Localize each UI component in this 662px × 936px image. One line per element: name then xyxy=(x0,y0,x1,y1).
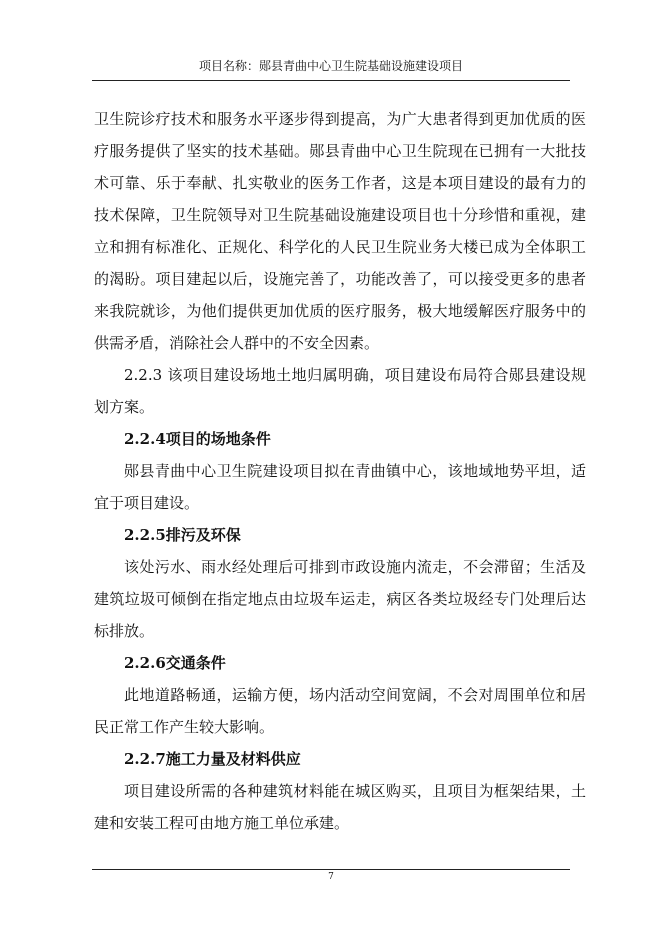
section-2-2-6-heading: 2.2.6交通条件 xyxy=(124,654,226,672)
page-number: 7 xyxy=(328,872,334,882)
section-2-2-5-paragraph: 该处污水、雨水经处理后可排到市政设施内流走，不会滞留；生活及建筑垃圾可倾倒在指定地点由垃圾车运走，病区各类垃圾经专门处理后达标排放。 xyxy=(94,558,586,640)
header-divider xyxy=(92,80,570,81)
section-2-2-7-heading: 2.2.7施工力量及材料供应 xyxy=(124,750,301,768)
intro-paragraph: 卫生院诊疗技术和服务水平逐步得到提高，为广大患者得到更加优质的医疗服务提供了坚实的技术基础。郧县青曲中心卫生院现在已拥有一大批技术可靠、乐于奉献、扎实敬业的医务工作者，这是本项目建设的最有力的技术保障，卫生院领导对卫生院基础设施建设项目也十分珍惜和重视，建立和拥有标准化、正规化、科学化的人民卫生院业务大楼已成为全体职工的渴盼。项目建起以后，设施完善了，功能改善了，可以接受更多的患者来我院就诊，为他们提供更加优质的医疗服务，极大地缓解医疗服务中的供需矛盾，消除社会人群中的不安全因素。 xyxy=(94,110,586,352)
section-2-2-6-paragraph: 此地道路畅通，运输方便，场内活动空间宽阔，不会对周围单位和居民正常工作产生较大影响。 xyxy=(94,686,586,736)
section-2-2-7-paragraph: 项目建设所需的各种建筑材料能在城区购买，且项目为框架结果，土建和安装工程可由地方施工单位承建。 xyxy=(94,782,586,832)
page-header-title: 项目名称：郧县青曲中心卫生院基础设施建设项目 xyxy=(198,59,463,73)
section-2-2-4-heading: 2.2.4项目的场地条件 xyxy=(124,430,271,448)
section-2-2-5-heading: 2.2.5排污及环保 xyxy=(124,526,241,544)
footer-divider xyxy=(92,869,570,870)
section-2-2-3-paragraph: 2.2.3 该项目建设场地土地归属明确，项目建设布局符合郧县建设规划方案。 xyxy=(94,366,586,416)
document-body xyxy=(94,103,586,839)
section-2-2-4-paragraph: 郧县青曲中心卫生院建设项目拟在青曲镇中心，该地域地势平坦，适宜于项目建设。 xyxy=(94,462,586,512)
